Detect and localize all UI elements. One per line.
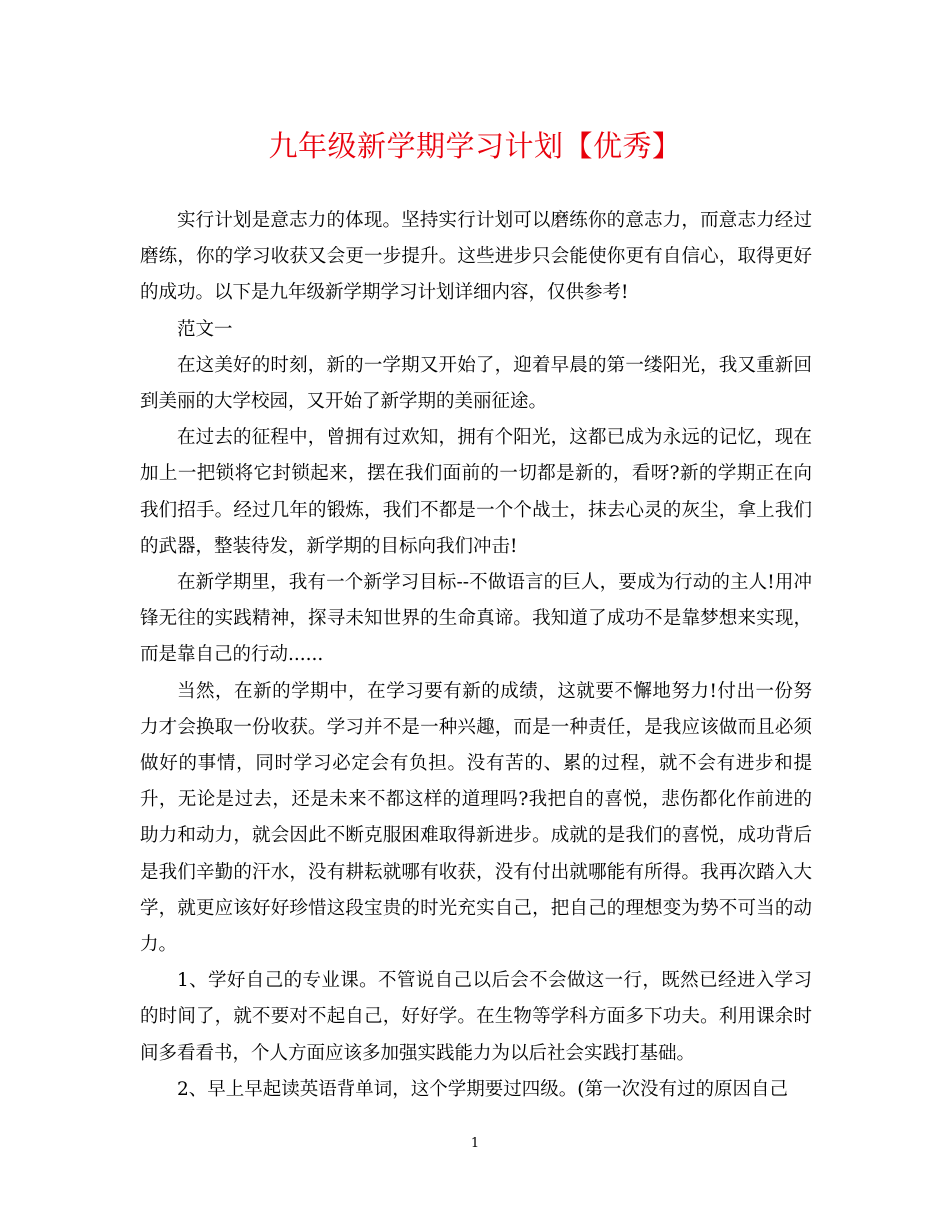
intro-paragraph: 实行计划是意志力的体现。坚持实行计划可以磨练你的意志力，而意志力经过磨练，你的学习收获又会更一步提升。这些进步只会能使你更有自信心，取得更好的成功。以下是九年级新学期学习计划详细内容，仅供参考! <box>140 210 812 304</box>
numbered-item-1: 1、学好自己的专业课。不管说自己以后会不会做这一行，既然已经进入学习的时间了，就不要对不起自己，好好学。在生物等学科方面多下功夫。利用课余时间多看看书，个人方面应该多加强实践能力为以后社会实践打基础。 <box>140 970 812 1064</box>
body-paragraph: 在新学期里，我有一个新学习目标--不做语言的巨人，要成为行动的主人!用冲锋无往的实践精神，探寻未知世界的生命真谛。我知道了成功不是靠梦想来实现，而是靠自己的行动...... <box>140 572 812 666</box>
section-heading-sample-one: 范文一 <box>177 318 233 340</box>
body-paragraph: 当然，在新的学期中，在学习要有新的成绩，这就要不懈地努力!付出一份努力才会换取一份收获。学习并不是一种兴趣，而是一种责任，是我应该做而且必须做好的事情，同时学习必定会有负担。没有苦的、累的过程，就不会有进步和提升，无论是过去，还是未来不都这样的道理吗?我把自的喜悦，悲伤都化作前进的助力和动力，就会因此不断克服困难取得新进步。成就的是我们的喜悦，成功背后是我们辛勤的汗水，没有耕耘就哪有收获，没有付出就哪能有所得。我再次踏入大学，就更应该好好珍惜这段宝贵的时光充实自己，把自己的理想变为势不可当的动力。 <box>140 680 812 956</box>
page-number: 1 <box>470 1136 480 1151</box>
body-paragraph: 在过去的征程中，曾拥有过欢知，拥有个阳光，这都已成为永远的记忆，现在加上一把锁将它封锁起来，摆在我们面前的一切都是新的，看呀?新的学期正在向我们招手。经过几年的锻炼，我们不都是一个个战士，抹去心灵的灰尘，拿上我们的武器，整装待发，新学期的目标向我们冲击! <box>140 427 812 557</box>
document-body <box>140 203 812 1108</box>
document-title: 九年级新学期学习计划【优秀】 <box>268 129 682 163</box>
numbered-item-2: 2、早上早起读英语背单词，这个学期要过四级。(第一次没有过的原因自己 <box>177 1078 788 1100</box>
body-paragraph: 在这美好的时刻，新的一学期又开始了，迎着早晨的第一缕阳光，我又重新回到美丽的大学校园，又开始了新学期的美丽征途。 <box>140 354 812 413</box>
